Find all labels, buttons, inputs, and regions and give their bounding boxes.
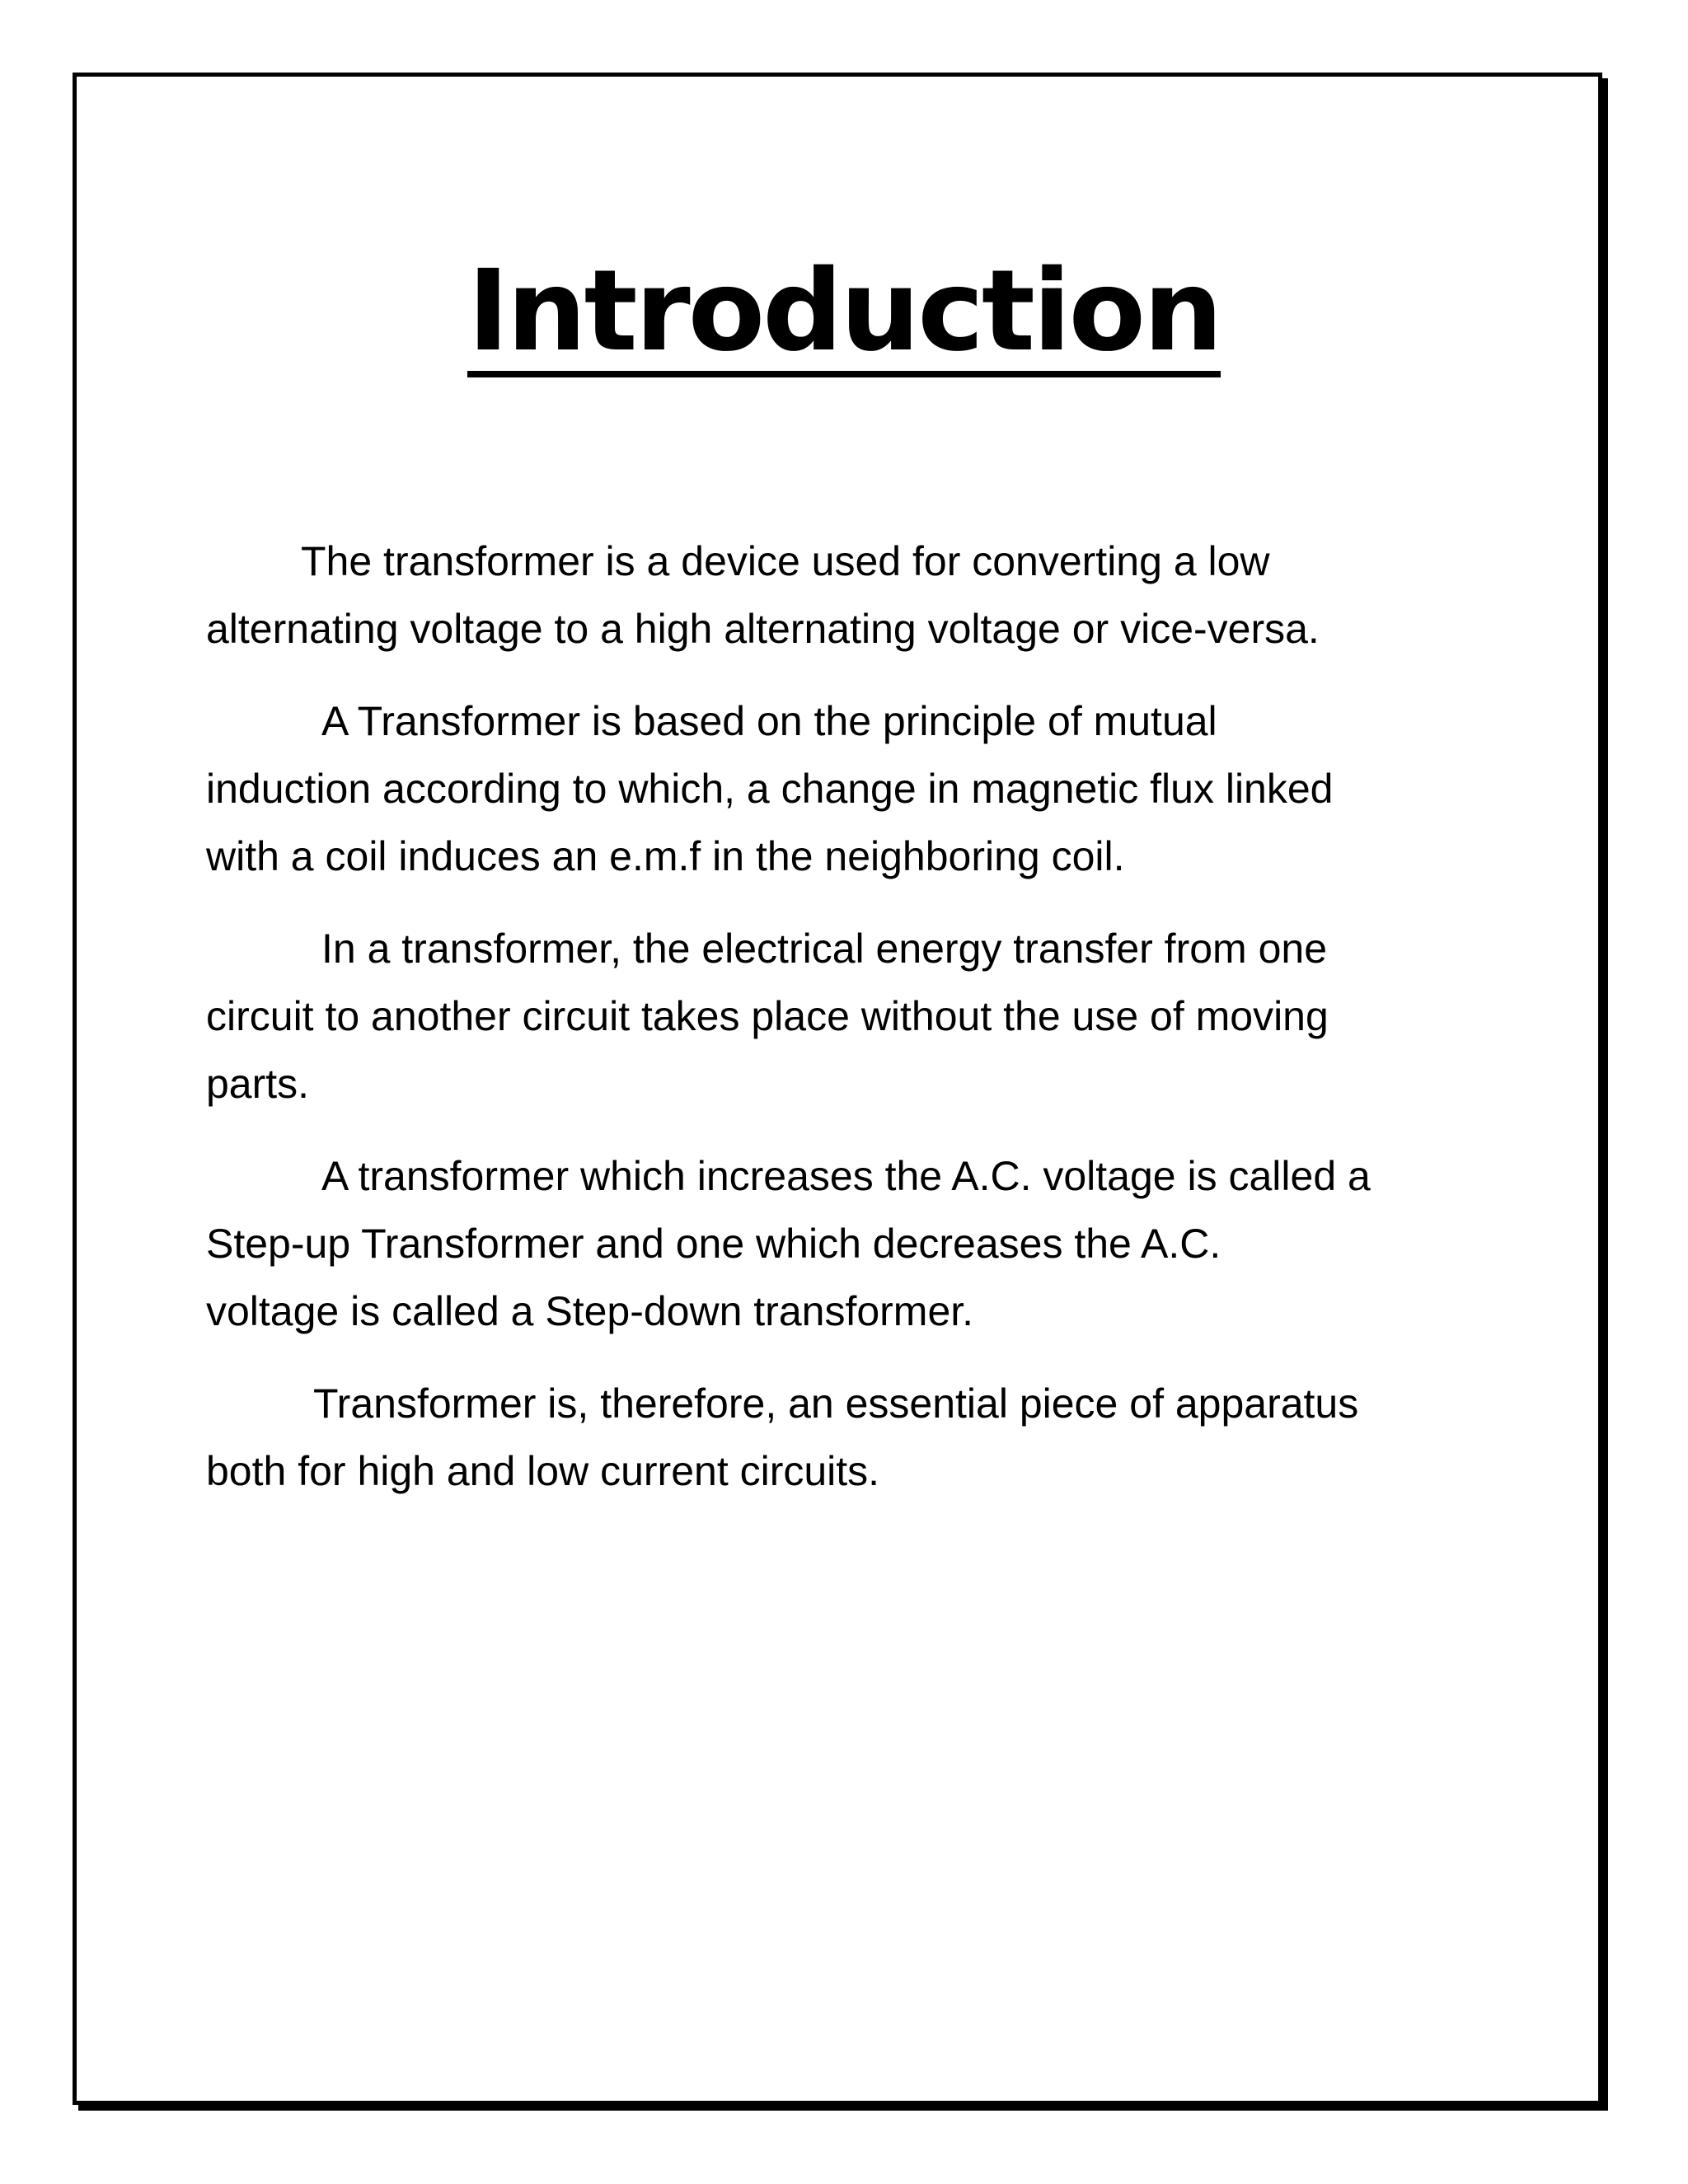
paragraph-line: circuit to another circuit takes place without the use of moving <box>206 993 1329 1039</box>
paragraph-2 <box>206 687 1492 890</box>
paragraph-line: The transformer is a device used for converting a low <box>301 538 1270 584</box>
document-body <box>206 527 1492 1530</box>
paragraph-line: Transformer is, therefore, an essential piece of apparatus <box>313 1380 1359 1427</box>
paragraph-line: alternating voltage to a high alternating voltage or vice-versa. <box>206 606 1320 652</box>
page-title-text: Introduction <box>467 246 1221 377</box>
paragraph-4 <box>206 1142 1492 1345</box>
paragraph-line: Step-up Transformer and one which decreases the A.C. <box>206 1221 1221 1267</box>
paragraph-line: A transformer which increases the A.C. voltage is called a <box>321 1153 1371 1199</box>
paragraph-line: both for high and low current circuits. <box>206 1448 880 1494</box>
paragraph-line: In a transformer, the electrical energy transfer from one <box>321 926 1327 972</box>
paragraph-5 <box>206 1370 1492 1505</box>
paragraph-line: A Transformer is based on the principle of mutual <box>321 698 1217 744</box>
paragraph-line: voltage is called a Step-down transformer. <box>206 1288 974 1334</box>
paragraph-3 <box>206 915 1492 1118</box>
paragraph-1 <box>206 527 1492 663</box>
paragraph-line: induction according to which, a change in magnetic flux linked <box>206 766 1334 812</box>
page-title <box>0 247 1688 377</box>
paragraph-line: parts. <box>206 1061 310 1107</box>
paragraph-line: with a coil induces an e.m.f in the neighboring coil. <box>206 833 1125 879</box>
